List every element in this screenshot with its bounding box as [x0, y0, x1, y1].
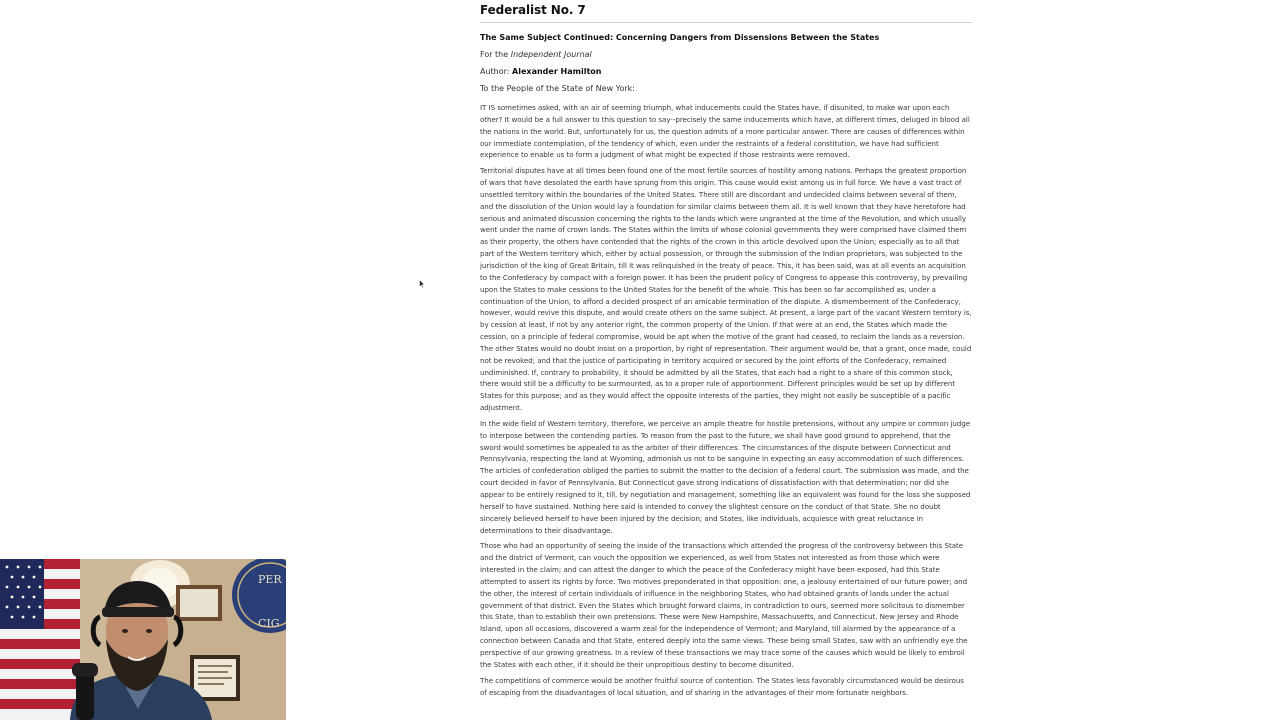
- paragraph-4: Those who had an opportunity of seeing the inside of the transactions which attended the progress of the controversy between this State and the district of Vermont, can vouch the opposition we experienced, as well from States not interested as from those which were interested in the claim; and can attest the danger to which the peace of the Confederacy might have been exposed, had this State attempted to assert its rights by force. Two motives preponderated in that opposition: one, a jealousy entertained of our future power; and the other, the interest of certain individuals of influence in the neighboring States, who had obtained grants of lands under the actual government of that district. Even the States which brought forward claims, in contradiction to ours, seemed more solicitous to dismember this State, than to establish their own pretensions. These were New Hampshire, Massachusetts, and Connecticut. New Jersey and Rhode Island, upon all occasions, discovered a warm zeal for the independence of Vermont; and Maryland, till alarmed by the appearance of a connection between Canada and that State, entered deeply into the same views. These being small States, saw with an unfriendly eye the perspective of our growing greatness. In a review of these transactions we may trace some of the causes which would be likely to embroil the States with each other, if it should be their unpropitious destiny to become disunited.: [480, 541, 968, 669]
- publication-line: [480, 50, 972, 64]
- sign-text: PER: [258, 573, 282, 586]
- webcam-overlay: [0, 559, 286, 720]
- svg-text:CIG: CIG: [258, 617, 280, 630]
- paragraph-2: Territorial disputes have at all times been found one of the most fertile sources of hostility among nations. Perhaps the greatest proportion of wars that have desolated the earth have sprung from this origin. This cause would exist among us in full force. We have a vast tract of unsettled territory within the boundaries of the United States. There still are discordant and undecided claims between several of them, and the dissolution of the Union would lay a foundation for similar claims between them all. It is well known that they have heretofore had serious and animated discussion concerning the rights to the lands which were ungranted at the time of the Revolution, and which usually went under the name of crown lands. The States within the limits of whose colonial governments they were comprised have claimed them as their property, the others have contended that the rights of the crown in this article devolved upon the Union; especially as to all that part of the Western territory which, either by actual possession, or through the submission of the Indian proprietors, was subjected to the jurisdiction of the king of Great Britain, till it was relinquished in the treaty of peace. This, it has been said, was at all events an acquisition to the Confederacy by compact with a foreign power. It has been the prudent policy of Congress to appease this controversy, by prevailing upon the States to make cessions to the United States for the benefit of the whole. This has been so far accomplished as, under a continuation of the Union, to afford a decided prospect of an amicable termination of the dispute. A dismemberment of the Confederacy, however, would revive this dispute, and would create others on the same subject. At present, a large part of the vacant Western territory is, by cession at least, if not by any anterior right, the common property of the Union. If that were at an end, the States which made the cession, on a principle of federal compromise, would be apt when the motive of the grant had ceased, to reclaim the lands as a reversion. The other States would no doubt insist on a proportion, by right of representation. Their argument would be, that a grant, once made, could not be revoked; and that the justice of participating in territory acquired or secured by the joint efforts of the Confederacy, remained undiminished. If, contrary to probability, it should be admitted by all the States, that each had a right to a share of this common stock, there would still be a difficulty to be surmounted, as to a proper rule of apportionment. Different principles would be set up by different States for this purpose; and as they would affect the opposite interests of the parties, they might not easily be susceptible of a pacific adjustment.: [480, 166, 972, 413]
- page-title: Federalist No. 7: [480, 3, 972, 23]
- webcam-scene: [0, 559, 286, 720]
- paragraph-3: In the wide field of Western territory, therefore, we perceive an ample theatre for hostile pretensions, without any umpire or common judge to interpose between the contending parties. To reason from the past to the future, we shall have good ground to apprehend, that the sword would sometimes be appealed to as the arbiter of their differences. The circumstances of the dispute between Connecticut and Pennsylvania, respecting the land at Wyoming, admonish us not to be sanguine in expecting an easy accommodation of such differences. The articles of confederation obliged the parties to submit the matter to the decision of a federal court. The submission was made, and the court decided in favor of Pennsylvania. But Connecticut gave strong indications of dissatisfaction with that determination; nor did she appear to be entirely resigned to it, till, by negotiation and management, something like an equivalent was found for the loss she supposed herself to have sustained. Nothing here said is intended to convey the slightest censure on the conduct of that State. She no doubt sincerely believed herself to have been injured by the decision; and States, like individuals, acquiesce with great reluctance in determinations to their disadvantage.: [480, 418, 971, 535]
- mouse-cursor-icon: [419, 279, 425, 289]
- author-label: Author:: [480, 67, 510, 76]
- for-prefix: For the: [480, 50, 509, 59]
- author-line: [480, 67, 972, 81]
- paragraph-5: The competitions of commerce would be another fruitful source of contention. The States less favorably circumstanced would be desirous of escaping from the disadvantages of local situation, and of sharing in the advantages of their more fortunate neighbors.: [480, 675, 964, 697]
- salutation: To the People of the State of New York:: [480, 84, 635, 93]
- paragraph-1: IT IS sometimes asked, with an air of seeming triumph, what inducements could the States have, if disunited, to make war upon each other? It would be a full answer to this question to say--precisely the same inducements which have, at different times, deluged in blood all the nations in the world. But, unfortunately for us, the question admits of a more particular answer. There are causes of differences within our immediate contemplation, of the tendency of which, even under the restraints of a federal constitution, we have had sufficient experience to enable us to form a judgment of what might be expected if those restraints were removed.: [480, 103, 970, 160]
- author-name: Alexander Hamilton: [512, 67, 602, 76]
- publication-name: Independent Journal: [510, 50, 592, 59]
- american-flag: [0, 559, 80, 720]
- subtitle: The Same Subject Continued: Concerning Dangers from Dissensions Between the States: [480, 33, 880, 42]
- document: [480, 0, 972, 698]
